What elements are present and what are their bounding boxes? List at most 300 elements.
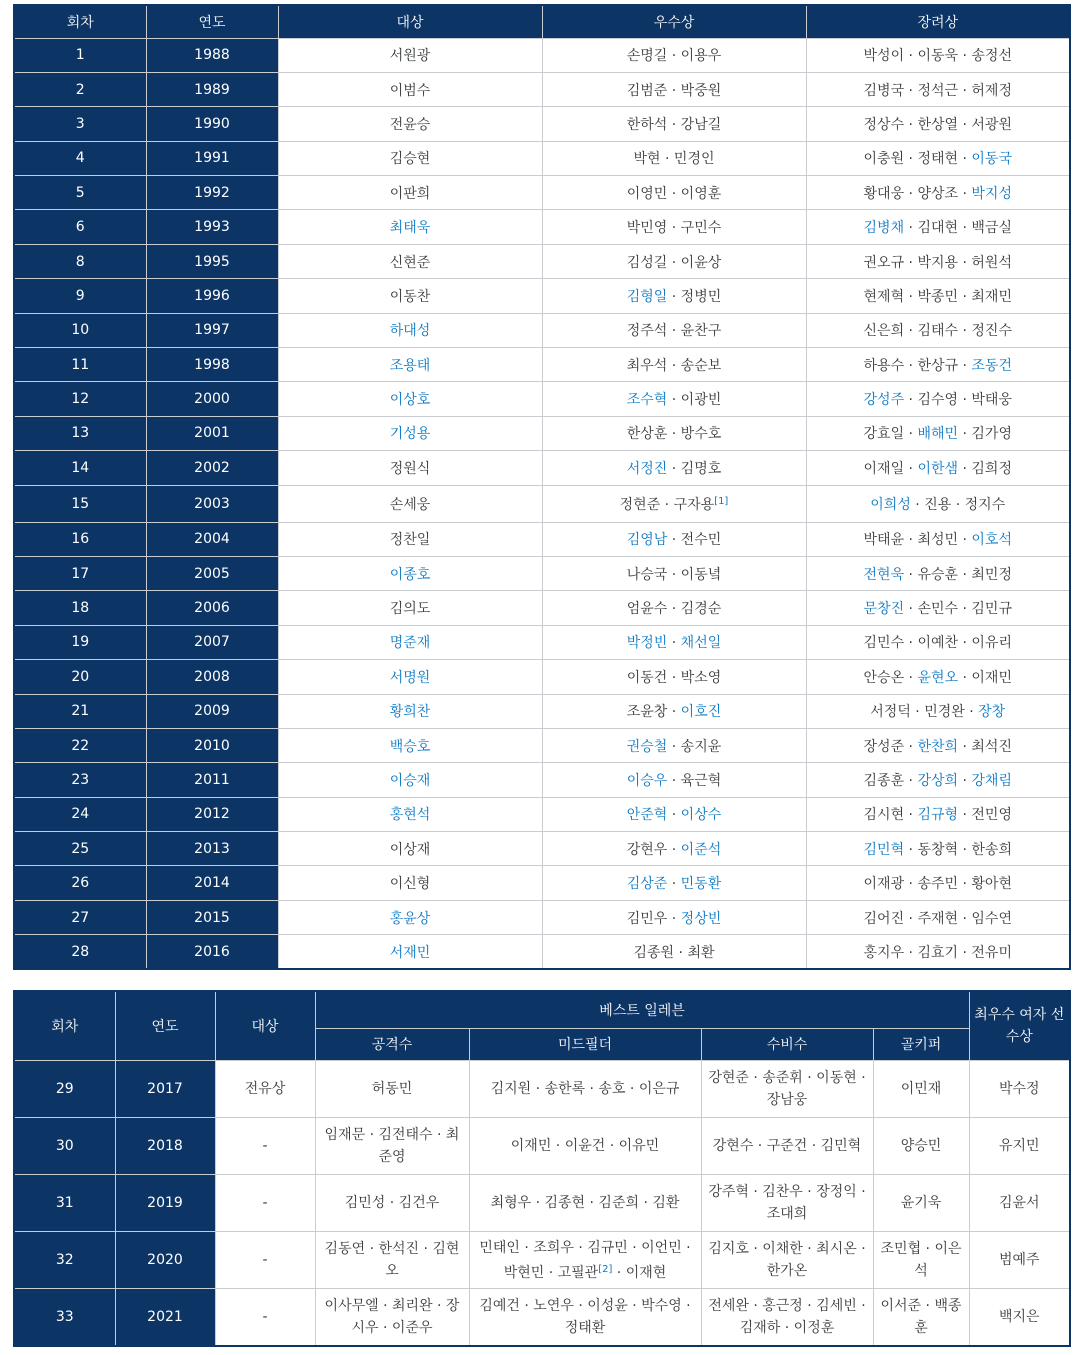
round-cell: 14 [14,451,146,485]
round-cell: 23 [14,763,146,797]
defender-cell: 강주혁 · 김찬우 · 장정익 · 조대희 [701,1174,873,1231]
separator: · [904,669,918,686]
year-cell: 1996 [146,279,278,313]
excellence-prize-cell [542,763,806,797]
player-name: 송지윤 [680,738,722,755]
excellence-prize-cell [542,797,806,831]
separator: · [667,773,681,789]
player-name: 김대현 [917,220,959,237]
separator: · [958,151,972,168]
player-link[interactable]: 박지성 [971,185,1012,202]
year-cell: 2001 [146,416,278,450]
player-link[interactable]: 조동건 [971,357,1012,374]
separator: · [667,288,681,305]
defender-cell: 김지호 · 이채한 · 최시온 · 한가온 [701,1232,873,1289]
encouragement-prize-cell [806,485,1070,522]
player-name: 최석진 [971,738,1012,755]
table-row [14,625,1070,659]
table-row [14,522,1070,556]
header-defender: 수비수 [701,1028,873,1060]
player-names: 민태인 · 조희우 · 김규민 · 이언민 · 박현민 · 고필관 [479,1239,691,1281]
round-cell: 18 [14,591,146,625]
separator: · [958,426,972,443]
women-best-player-cell: 범예주 [969,1232,1070,1289]
grand-prize-cell [278,313,542,347]
player-name: 이동건 [626,669,668,686]
table-row [14,485,1070,522]
player-name: 이동찬 [389,288,431,305]
grand-prize-cell: - [215,1174,315,1231]
player-name: 허제정 [971,82,1012,99]
excellence-prize-cell [542,694,806,728]
round-cell: 8 [14,244,146,278]
year-cell: 1989 [146,72,278,106]
separator: · [958,392,972,409]
player-name: 현제혁 [863,288,905,305]
separator: · [958,48,972,65]
table-row [14,900,1070,934]
header-midfielder: 미드필더 [469,1028,701,1060]
player-name: 유승훈 [917,566,959,583]
encouragement-prize-cell [806,451,1070,485]
excellence-prize-cell [542,244,806,278]
separator: · [660,496,674,513]
player-name: 최성민 [917,532,959,549]
year-cell: 2003 [146,485,278,522]
player-link[interactable]: 김규형 [917,807,959,824]
encouragement-prize-cell [806,313,1070,347]
player-name: 송주민 [917,876,959,893]
player-link[interactable]: 백승호 [389,738,431,755]
player-name: 정현준 [619,496,661,513]
player-link[interactable]: 전현욱 [863,566,905,583]
excellence-prize-cell [542,313,806,347]
player-name: 박성이 [863,48,905,65]
year-cell: 2019 [115,1174,215,1231]
player-name: 강현우 [626,841,668,858]
player-link[interactable]: 명준재 [389,635,431,652]
player-link[interactable]: 홍현석 [389,807,431,824]
player-name: 이광빈 [680,392,722,409]
player-name: 엄윤수 [626,601,668,618]
separator: · [667,392,681,409]
year-cell: 2002 [146,451,278,485]
forward-cell: 허동민 [315,1060,469,1117]
separator: · [904,220,918,237]
table-row [14,935,1070,969]
separator: · [964,704,979,721]
grand-prize-cell [278,763,542,797]
excellence-prize-cell [542,556,806,590]
player-name: 정태현 [917,151,959,168]
grand-prize-cell [278,451,542,485]
player-name: 이재일 [863,460,905,477]
header-grand-prize: 대상 [278,5,542,38]
player-name: 전수민 [680,532,722,549]
midfielder-cell: 김지원 · 송한록 · 송호 · 이은규 [469,1060,701,1117]
year-cell: 1990 [146,107,278,141]
grand-prize-cell: - [215,1117,315,1174]
round-cell: 20 [14,660,146,694]
separator: · [910,496,925,513]
player-name: 나승국 [626,566,668,583]
year-cell: 2010 [146,728,278,762]
excellence-prize-cell [542,451,806,485]
player-link[interactable]: 이한샘 [917,460,959,477]
separator: · [958,876,972,893]
player-link[interactable]: 김민혁 [863,841,905,858]
player-link[interactable]: 이호석 [971,532,1012,549]
year-cell: 2007 [146,625,278,659]
player-name: 한상규 [917,357,959,374]
encouragement-prize-cell [806,38,1070,72]
player-link[interactable]: 이희성 [870,496,911,513]
player-link[interactable]: 조용태 [389,357,431,374]
header-excellence-prize: 우수상 [542,5,806,38]
separator: · [904,841,918,858]
player-name: 육근혁 [680,773,722,789]
year-cell: 2021 [115,1289,215,1346]
separator: · [904,323,918,340]
round-cell: 1 [14,38,146,72]
player-link[interactable]: 기성용 [389,426,431,443]
separator: · [660,151,674,168]
player-name: 신은희 [863,323,905,340]
player-name: 박소영 [680,669,722,686]
player-link[interactable]: 이동국 [971,151,1012,168]
separator: · [904,48,918,65]
player-name: 손명길 [626,48,668,65]
round-cell: 33 [14,1289,115,1346]
round-cell: 3 [14,107,146,141]
grand-prize-cell [278,522,542,556]
player-name: 진용 [924,496,952,513]
encouragement-prize-cell [806,728,1070,762]
player-link[interactable]: 강상희 [917,773,959,789]
separator: · [667,220,681,237]
player-link[interactable]: 한찬희 [917,738,959,755]
table-row [14,556,1070,590]
round-cell: 2 [14,72,146,106]
awards-table-2017-2021 [13,990,1071,1347]
player-name: 박중원 [680,82,722,99]
player-link[interactable]: 강성주 [863,392,905,409]
player-name: 정석근 [917,82,959,99]
year-cell: 2008 [146,660,278,694]
year-cell: 1992 [146,176,278,210]
player-link[interactable]: 이승재 [389,773,431,789]
separator: · [958,220,972,237]
excellence-prize-cell [542,625,806,659]
separator: · [958,738,972,755]
year-cell: 2017 [115,1060,215,1117]
player-link[interactable]: 황희찬 [389,704,431,721]
encouragement-prize-cell [806,348,1070,382]
grand-prize-cell [278,625,542,659]
separator: · [904,876,918,893]
player-link[interactable]: 정상빈 [680,910,722,927]
player-name: 박민영 [626,220,668,237]
player-link[interactable]: 조수혁 [626,392,668,409]
footnote-link[interactable]: [1] [714,495,729,507]
separator: · [904,566,918,583]
table-row [14,348,1070,382]
separator: · [904,254,918,271]
player-link[interactable]: 홍윤상 [389,910,431,927]
player-link[interactable]: 이준석 [680,841,722,858]
player-name: 김병국 [863,82,905,99]
player-link[interactable]: 윤현오 [917,669,959,686]
footnote-link[interactable]: [2] [598,1263,613,1275]
player-link[interactable]: 이종호 [389,566,431,583]
separator: · [667,357,681,374]
separator: · [667,426,681,443]
player-name: 강효일 [863,426,905,443]
separator: · [958,910,972,927]
separator: · [904,910,918,927]
round-cell: 19 [14,625,146,659]
player-name: 손세웅 [389,496,431,513]
header-round: 회차 [14,5,146,38]
player-name: 송정선 [971,48,1012,65]
separator: · [958,185,972,202]
player-link[interactable]: 최태욱 [389,220,431,237]
player-name: 정진수 [971,323,1012,340]
player-name: 김범준 [626,82,668,99]
separator: · [958,841,972,858]
separator: · [958,635,972,652]
separator: · [667,566,681,583]
table-row [14,1117,1070,1174]
player-name: 한상열 [917,116,959,133]
round-cell: 29 [14,1060,115,1117]
player-link[interactable]: 권승철 [626,738,668,755]
player-link[interactable]: 이상호 [389,392,431,409]
player-name: 김의도 [389,601,431,618]
year-cell: 1991 [146,141,278,175]
player-link[interactable]: 민동환 [680,876,722,893]
player-name: 김태수 [917,323,959,340]
player-link[interactable]: 김형일 [626,288,668,305]
player-name: 박현 [633,151,661,168]
player-name: 정지수 [964,496,1006,513]
player-name: 김종원 [633,944,675,961]
player-name: 이윤상 [680,254,722,271]
grand-prize-cell [278,176,542,210]
player-name: 이재민 [971,669,1012,686]
player-name: 서원광 [389,48,431,65]
table-row [14,1289,1070,1346]
player-link[interactable]: 김영남 [626,532,668,549]
header-year: 연도 [115,991,215,1060]
player-name: 이충원 [863,151,905,168]
encouragement-prize-cell [806,176,1070,210]
player-name: 윤찬구 [680,323,722,340]
separator: · [958,288,972,305]
player-name: 이상재 [389,841,431,858]
player-link[interactable]: 안준혁 [626,807,668,824]
grand-prize-cell [278,797,542,831]
round-cell: 26 [14,866,146,900]
excellence-prize-cell [542,141,806,175]
table-row [14,279,1070,313]
encouragement-prize-cell [806,522,1070,556]
midfielder-cell: 김예건 · 노연우 · 이성윤 · 박수영 · 정태환 [469,1289,701,1346]
year-cell: 2006 [146,591,278,625]
player-name: 한송희 [971,841,1012,858]
women-best-player-cell: 박수정 [969,1060,1070,1117]
table-row [14,1232,1070,1289]
encouragement-prize-cell [806,72,1070,106]
encouragement-prize-cell [806,763,1070,797]
round-cell: 24 [14,797,146,831]
header-grand-prize: 대상 [215,991,315,1060]
player-link[interactable]: 서명원 [389,669,431,686]
player-name: 김민우 [626,910,668,927]
round-cell: 12 [14,382,146,416]
player-link[interactable]: 이상수 [680,807,722,824]
year-cell: 1988 [146,38,278,72]
table-row [14,451,1070,485]
grand-prize-cell [278,210,542,244]
grand-prize-cell [278,900,542,934]
grand-prize-cell: 전유상 [215,1060,315,1117]
player-link[interactable]: 박정빈 [626,635,668,652]
player-link[interactable]: 이승우 [626,773,668,789]
round-cell: 10 [14,313,146,347]
separator: · [667,82,681,99]
grand-prize-cell [278,416,542,450]
goalkeeper-cell: 이서준 · 백종훈 [873,1289,969,1346]
separator: · [958,601,972,618]
year-cell: 2009 [146,694,278,728]
encouragement-prize-cell [806,694,1070,728]
separator: · [904,738,918,755]
separator: · [904,460,918,477]
player-name: 이재광 [863,876,905,893]
separator: · [904,532,918,549]
player-name: 이영훈 [680,185,722,202]
player-link[interactable]: 문창진 [863,601,905,618]
player-link[interactable]: 배해민 [917,426,959,443]
encouragement-prize-cell [806,416,1070,450]
separator: · [667,635,681,652]
player-name: 신현준 [389,254,431,271]
excellence-prize-cell [542,866,806,900]
grand-prize-cell [278,107,542,141]
separator: · [958,773,972,789]
defender-cell: 전세완 · 홍근정 · 김세빈 · 김재하 · 이정훈 [701,1289,873,1346]
player-name: 허원석 [971,254,1012,271]
player-name: 구자용 [673,496,715,513]
table-row [14,416,1070,450]
separator: · [958,357,972,374]
player-name: 정원식 [389,460,431,477]
separator: · [667,704,681,721]
player-link[interactable]: 서정진 [626,460,668,477]
separator: · [904,392,918,409]
player-name: 최우석 [626,357,668,374]
encouragement-prize-cell [806,556,1070,590]
player-name: 김승현 [389,151,431,168]
round-cell: 25 [14,832,146,866]
grand-prize-cell [278,556,542,590]
player-name: 김시현 [863,807,905,824]
grand-prize-cell [278,728,542,762]
header-encouragement-prize: 장려상 [806,5,1070,38]
table-row [14,591,1070,625]
player-name: 박태웅 [971,392,1012,409]
player-name: 김수영 [917,392,959,409]
women-best-player-cell: 김윤서 [969,1174,1070,1231]
player-name: 김민규 [971,601,1012,618]
player-link[interactable]: 김상준 [626,876,668,893]
table-row [14,1060,1070,1117]
year-cell: 2000 [146,382,278,416]
round-cell: 17 [14,556,146,590]
midfielder-cell [469,1232,701,1289]
player-names-tail: · 이재현 [612,1264,667,1281]
separator: · [958,807,972,824]
round-cell: 5 [14,176,146,210]
encouragement-prize-cell [806,832,1070,866]
player-name: 정주석 [626,323,668,340]
player-name: 민경인 [673,151,715,168]
player-name: 김성길 [626,254,668,271]
year-cell: 2012 [146,797,278,831]
table-row [14,210,1070,244]
player-link[interactable]: 장창 [978,704,1006,721]
year-cell: 2015 [146,900,278,934]
excellence-prize-cell [542,72,806,106]
table-row [14,728,1070,762]
table-row [14,72,1070,106]
separator: · [904,635,918,652]
player-link[interactable]: 김병채 [863,220,905,237]
grand-prize-cell [278,279,542,313]
player-name: 이판희 [389,185,431,202]
table1-header-row [14,5,1070,38]
table-row [14,382,1070,416]
round-cell: 13 [14,416,146,450]
separator: · [667,254,681,271]
player-link[interactable]: 채선일 [680,635,722,652]
player-name: 송순보 [680,357,722,374]
separator: · [958,532,972,549]
player-name: 김명호 [680,460,722,477]
player-name: 박태윤 [863,532,905,549]
separator: · [904,601,918,618]
player-link[interactable]: 강채림 [971,773,1012,789]
player-link[interactable]: 하대성 [389,323,431,340]
header-round: 회차 [14,991,115,1060]
separator: · [674,944,688,961]
player-name: 손민수 [917,601,959,618]
separator: · [904,288,918,305]
player-link[interactable]: 서재민 [389,944,431,961]
separator: · [958,566,972,583]
player-link[interactable]: 이호진 [680,704,722,721]
separator: · [958,669,972,686]
player-name: 이동욱 [917,48,959,65]
year-cell: 1993 [146,210,278,244]
table-row [14,107,1070,141]
player-name: 주재현 [917,910,959,927]
round-cell: 9 [14,279,146,313]
midfielder-cell: 이재민 · 이윤건 · 이유민 [469,1117,701,1174]
encouragement-prize-cell [806,900,1070,934]
grand-prize-cell: - [215,1289,315,1346]
